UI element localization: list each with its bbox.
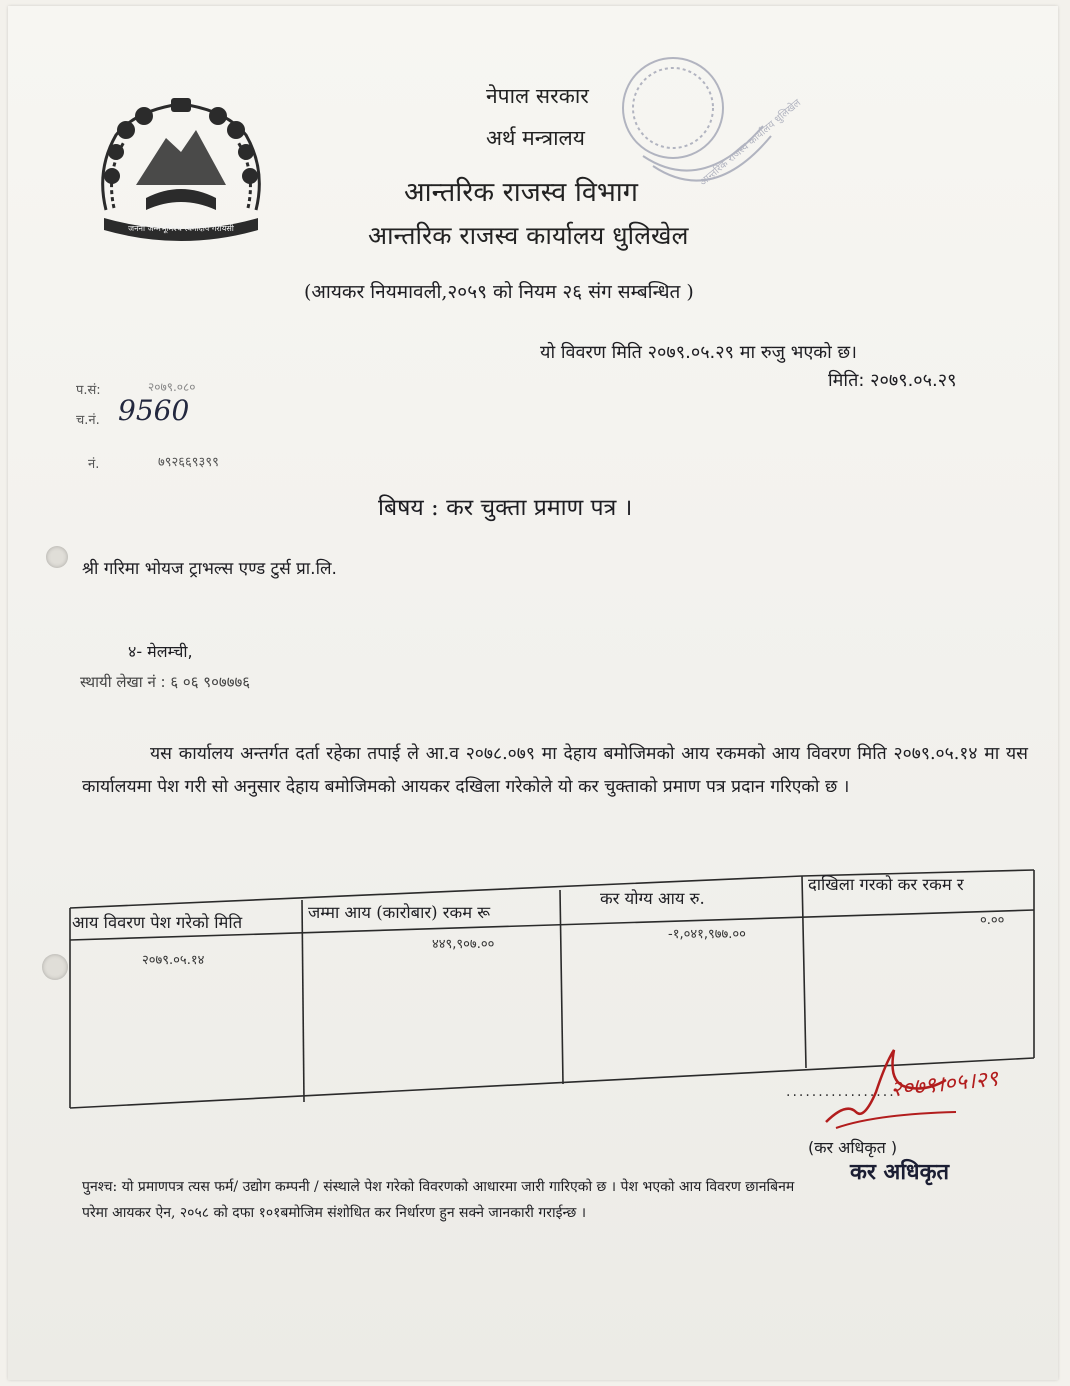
signature-dots: ................. <box>786 1084 896 1100</box>
footnote <box>82 1174 1042 1226</box>
subject-line: बिषय : कर चुक्ता प्रमाण पत्र । <box>378 495 633 521</box>
col-header-taxable-income: कर योग्य आय रु. <box>600 889 705 908</box>
body-text: यस कार्यालय अन्तर्गत दर्ता रहेका तपाई ले आ.व २०७८.०७९ मा देहाय बमोजिमको आय रकमको आय विवरण मिति २०७९.०५.१४ मा यस कार्यालयमा पेश गरी सो अनुसार देहाय बमोजिमको आयकर दखिला गरेकोले यो कर चुक्ताको प्रमाण पत्र प्रदान गरिएको छ । <box>82 744 1028 797</box>
addressee-name: श्री गरिमा भोयज ट्राभल्स एण्ड टुर्स प्रा.लि. <box>82 559 337 579</box>
rule-reference: (आयकर नियमावली,२०५९ को नियम २६ संग सम्बन्धित ) <box>304 281 694 303</box>
col-header-total-income: जम्मा आय (कारोबार) रकम रू <box>308 903 491 922</box>
cell-taxable-income: -१,०४१,९७७.०० <box>668 927 746 942</box>
cn-value-handwritten: 9560 <box>118 394 190 427</box>
header-government: नेपाल सरकार <box>486 84 589 108</box>
header-department: आन्तरिक राजस्व विभाग <box>404 177 639 208</box>
document-sheet <box>8 6 1058 1380</box>
no-value: ७९२६६९३९९ <box>158 455 219 470</box>
col-header-filing-date: आय विवरण पेश गरेको मिति <box>72 913 243 932</box>
col-header-tax-paid: दाखिला गरको कर रकम र <box>808 875 964 894</box>
ps-value: २०७९.०८० <box>148 380 196 394</box>
no-label: नं. <box>88 457 100 472</box>
filing-statement: यो विवरण मिति २०७९.०५.२९ मा रुजु भएको छ। <box>540 342 857 363</box>
punch-hole <box>42 954 68 980</box>
cell-tax-paid: ०.०० <box>980 913 1005 928</box>
issue-date: मिति: २०७९.०५.२९ <box>828 370 957 391</box>
punch-hole <box>46 546 68 568</box>
footnote-line-2: परेमा आयकर ऐन, २०५८ को दफा १०१बमोजिम संशोधित कर निर्धारण हुन सक्ने जानकारी गराईन्छ । <box>82 1205 587 1221</box>
officer-label: (कर अधिकृत ) <box>808 1138 898 1157</box>
officer-stamp: कर अधिकृत <box>850 1160 950 1185</box>
header-office: आन्तरिक राजस्व कार्यालय धुलिखेल <box>368 221 689 250</box>
header-ministry: अर्थ मन्त्रालय <box>486 126 585 150</box>
svg-text:आन्तरिक राजस्व कार्यालय धुलिखे: आन्तरिक राजस्व कार्यालय धुलिखेल <box>697 97 804 189</box>
footnote-line-1: पुनश्च: यो प्रमाणपत्र त्यस फर्म/ उद्योग कम्पनी / संस्थाले पेश गरेको विवरणको आधारमा जारी गारिएको छ । पेश भएको आय विवरण छानबिनम <box>82 1179 795 1195</box>
cell-total-income: ४४९,९०७.०० <box>432 937 495 952</box>
addressee-address: ४- मेलम्ची, <box>128 642 193 661</box>
signature-date: २०७९।०५।२९ <box>889 1066 1000 1103</box>
nepal-emblem-icon <box>86 90 276 250</box>
cell-filing-date: २०७९.०५.१४ <box>142 953 205 968</box>
cn-label: च.नं. <box>76 413 100 428</box>
ps-label: प.सं: <box>76 383 101 398</box>
pan-number: स्थायी लेखा नं : ६ ०६ ९०७७७६ <box>80 673 251 691</box>
svg-text:जननी जन्मभूमिश्च स्वर्गादपि गर: जननी जन्मभूमिश्च स्वर्गादपि गरीयसी <box>128 224 234 233</box>
body-paragraph <box>82 738 1028 804</box>
